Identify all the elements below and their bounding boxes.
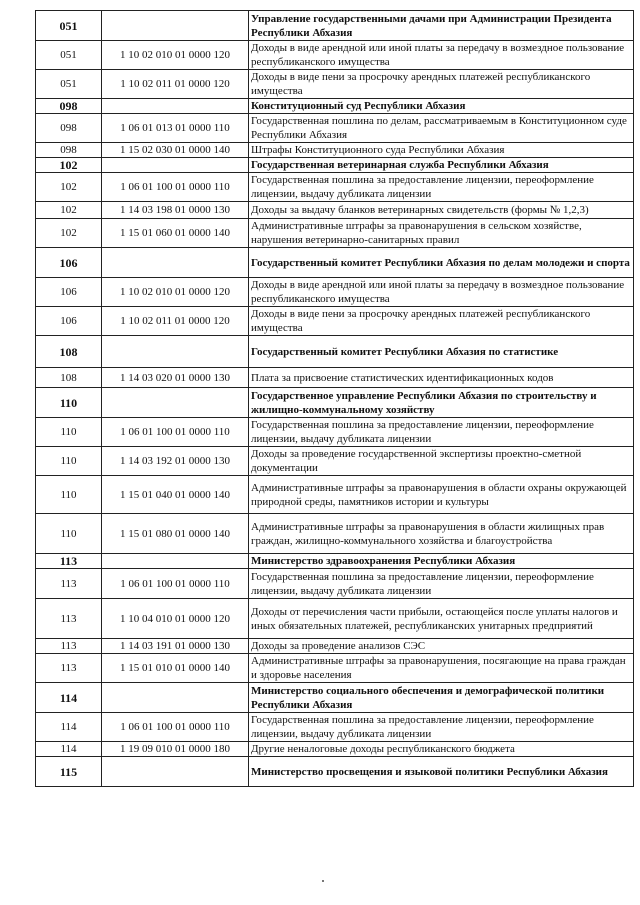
revenue-code-cell: 1 14 03 192 01 0000 130 (102, 447, 249, 476)
admin-code-cell: 113 (36, 654, 102, 683)
revenue-code-cell: 1 15 01 060 01 0000 140 (102, 219, 249, 248)
revenue-code-cell: 1 06 01 100 01 0000 110 (102, 418, 249, 447)
admin-code-cell: 113 (36, 599, 102, 639)
table-row (36, 599, 634, 639)
revenue-name-cell: Доходы в виде пени за просрочку арендных платежей республиканского имущества (249, 70, 634, 99)
admin-code-cell: 106 (36, 307, 102, 336)
revenue-code-cell: 1 10 02 010 01 0000 120 (102, 41, 249, 70)
revenue-name-cell: Доходы в виде арендной или иной платы за передачу в возмездное пользование республиканского имущества (249, 41, 634, 70)
table-row (36, 742, 634, 757)
admin-code-cell: 108 (36, 368, 102, 388)
revenue-name-cell: Государственный комитет Республики Абхазия по делам молодежи и спорта (249, 248, 634, 278)
revenue-name-cell: Министерство социального обеспечения и демографической политики Республики Абхазия (249, 683, 634, 713)
revenue-name-cell: Государственная пошлина за предоставление лицензии, переоформление лицензии, выдачу дубликата лицензии (249, 713, 634, 742)
table-section-header-row (36, 158, 634, 173)
revenue-name-cell: Административные штрафы за правонарушения в области жилищных прав граждан, жилищно-коммунального хозяйства и благоустройства (249, 514, 634, 554)
revenue-code-cell: 1 14 03 020 01 0000 130 (102, 368, 249, 388)
admin-code-cell: 051 (36, 11, 102, 41)
revenue-code-cell (102, 757, 249, 787)
admin-code-cell: 102 (36, 202, 102, 219)
table-section-header-row (36, 11, 634, 41)
admin-code-cell: 113 (36, 639, 102, 654)
table-row (36, 70, 634, 99)
revenue-code-cell: 1 10 02 011 01 0000 120 (102, 307, 249, 336)
table-section-header-row (36, 336, 634, 368)
revenue-code-cell: 1 10 04 010 01 0000 120 (102, 599, 249, 639)
revenue-name-cell: Плата за присвоение статистических идентификационных кодов (249, 368, 634, 388)
revenue-code-cell (102, 11, 249, 41)
table-row (36, 202, 634, 219)
table-section-header-row (36, 388, 634, 418)
admin-code-cell: 106 (36, 248, 102, 278)
table-row (36, 173, 634, 202)
revenue-code-cell (102, 158, 249, 173)
revenue-code-cell: 1 15 01 040 01 0000 140 (102, 476, 249, 514)
revenue-name-cell: Доходы за проведение анализов СЭС (249, 639, 634, 654)
table-section-header-row (36, 683, 634, 713)
revenue-name-cell: Министерство здравоохранения Республики Абхазия (249, 554, 634, 569)
table-row (36, 639, 634, 654)
revenue-name-cell: Другие неналоговые доходы республиканского бюджета (249, 742, 634, 757)
revenue-name-cell: Государственная пошлина за предоставление лицензии, переоформление лицензии, выдачу дубликата лицензии (249, 418, 634, 447)
admin-code-cell: 110 (36, 388, 102, 418)
admin-code-cell: 113 (36, 569, 102, 599)
revenue-name-cell: Доходы за проведение государственной экспертизы проектно-сметной документации (249, 447, 634, 476)
revenue-name-cell: Государственная ветеринарная служба Республики Абхазия (249, 158, 634, 173)
revenue-code-cell: 1 14 03 191 01 0000 130 (102, 639, 249, 654)
admin-code-cell: 114 (36, 713, 102, 742)
scan-speck (322, 880, 324, 882)
revenue-code-cell: 1 10 02 010 01 0000 120 (102, 278, 249, 307)
table-section-header-row (36, 757, 634, 787)
revenue-name-cell: Государственная пошлина по делам, рассматриваемым в Конституционном суде Республики Абхазия (249, 114, 634, 143)
table-row (36, 41, 634, 70)
revenue-name-cell: Государственная пошлина за предоставление лицензии, переоформление лицензии, выдачу дубликата лицензии (249, 173, 634, 202)
revenue-code-cell: 1 15 02 030 01 0000 140 (102, 143, 249, 158)
revenue-name-cell: Доходы за выдачу бланков ветеринарных свидетельств (формы № 1,2,3) (249, 202, 634, 219)
revenue-name-cell: Государственное управление Республики Абхазия по строительству и жилищно-коммунальному хозяйству (249, 388, 634, 418)
revenue-name-cell: Управление государственными дачами при Администрации Президента Республики Абхазия (249, 11, 634, 41)
revenue-name-cell: Административные штрафы за правонарушения в области охраны окружающей природной среды, памятников истории и культуры (249, 476, 634, 514)
revenue-name-cell: Министерство просвещения и языковой политики Республики Абхазия (249, 757, 634, 787)
revenue-code-cell: 1 19 09 010 01 0000 180 (102, 742, 249, 757)
admin-code-cell: 110 (36, 418, 102, 447)
table-section-header-row (36, 99, 634, 114)
admin-code-cell: 110 (36, 514, 102, 554)
admin-code-cell: 051 (36, 41, 102, 70)
table-row (36, 368, 634, 388)
revenue-code-cell (102, 683, 249, 713)
table-row (36, 447, 634, 476)
revenue-code-cell: 1 06 01 100 01 0000 110 (102, 713, 249, 742)
revenue-code-cell: 1 10 02 011 01 0000 120 (102, 70, 249, 99)
admin-code-cell: 110 (36, 447, 102, 476)
table-row (36, 307, 634, 336)
table-section-header-row (36, 248, 634, 278)
revenue-name-cell: Штрафы Конституционного суда Республики Абхазия (249, 143, 634, 158)
table-row (36, 514, 634, 554)
table-row (36, 278, 634, 307)
admin-code-cell: 114 (36, 742, 102, 757)
table-row (36, 476, 634, 514)
revenue-name-cell: Административные штрафы за правонарушения, посягающие на права граждан и здоровье населения (249, 654, 634, 683)
revenue-code-cell: 1 14 03 198 01 0000 130 (102, 202, 249, 219)
revenue-name-cell: Доходы от перечисления части прибыли, остающейся после уплаты налогов и иных обязательных платежей, республиканских унитарных предприятий (249, 599, 634, 639)
revenue-name-cell: Конституционный суд Республики Абхазия (249, 99, 634, 114)
revenue-code-cell: 1 06 01 100 01 0000 110 (102, 173, 249, 202)
revenue-classification-table (35, 10, 634, 787)
table-body (36, 11, 634, 787)
revenue-code-cell (102, 554, 249, 569)
admin-code-cell: 113 (36, 554, 102, 569)
table-row (36, 569, 634, 599)
revenue-code-cell (102, 248, 249, 278)
admin-code-cell: 098 (36, 143, 102, 158)
revenue-code-cell: 1 06 01 013 01 0000 110 (102, 114, 249, 143)
table-row (36, 713, 634, 742)
revenue-code-cell (102, 99, 249, 114)
revenue-code-cell: 1 15 01 010 01 0000 140 (102, 654, 249, 683)
table-section-header-row (36, 554, 634, 569)
table-row (36, 114, 634, 143)
admin-code-cell: 102 (36, 219, 102, 248)
table-row (36, 219, 634, 248)
admin-code-cell: 106 (36, 278, 102, 307)
admin-code-cell: 098 (36, 99, 102, 114)
admin-code-cell: 115 (36, 757, 102, 787)
table-row (36, 418, 634, 447)
revenue-name-cell: Административные штрафы за правонарушения в сельском хозяйстве, нарушения ветеринарно-санитарных правил (249, 219, 634, 248)
revenue-name-cell: Доходы в виде пени за просрочку арендных платежей республиканского имущества (249, 307, 634, 336)
admin-code-cell: 102 (36, 173, 102, 202)
revenue-name-cell: Государственный комитет Республики Абхазия по статистике (249, 336, 634, 368)
revenue-code-cell: 1 06 01 100 01 0000 110 (102, 569, 249, 599)
revenue-name-cell: Доходы в виде арендной или иной платы за передачу в возмездное пользование республиканского имущества (249, 278, 634, 307)
admin-code-cell: 108 (36, 336, 102, 368)
admin-code-cell: 114 (36, 683, 102, 713)
revenue-code-cell (102, 336, 249, 368)
table-row (36, 143, 634, 158)
revenue-code-cell: 1 15 01 080 01 0000 140 (102, 514, 249, 554)
admin-code-cell: 051 (36, 70, 102, 99)
admin-code-cell: 098 (36, 114, 102, 143)
revenue-code-cell (102, 388, 249, 418)
table-row (36, 654, 634, 683)
admin-code-cell: 102 (36, 158, 102, 173)
revenue-name-cell: Государственная пошлина за предоставление лицензии, переоформление лицензии, выдачу дубликата лицензии (249, 569, 634, 599)
admin-code-cell: 110 (36, 476, 102, 514)
